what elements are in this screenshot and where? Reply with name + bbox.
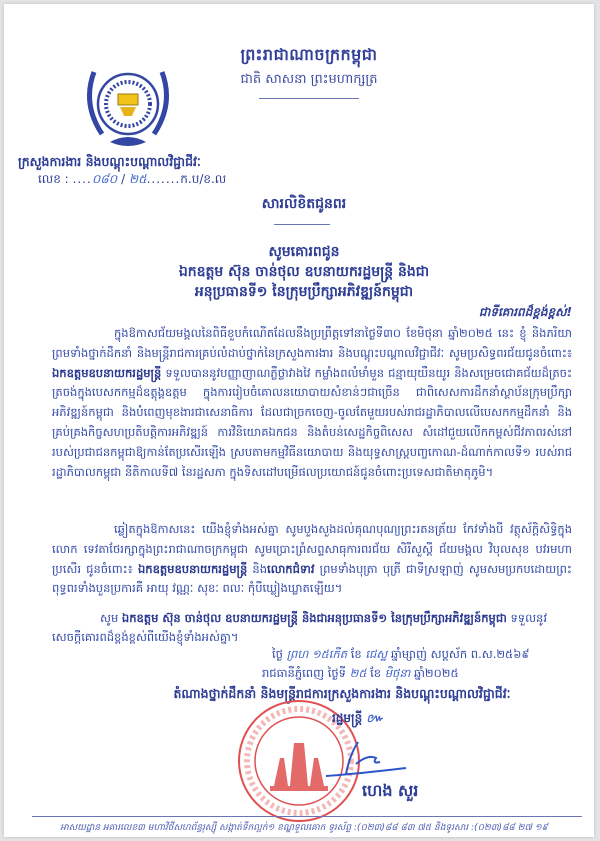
ref-year: ២៥ bbox=[128, 172, 147, 186]
p2-text-b: ព្រមទាំងបុត្រា បុត្រី ជាទីស្រឡាញ់ សូមសមប្រកបដោយព្រះពុទ្ធពរទាំងបួនប្រការគឺ អាយុ វណ្ណៈ សុខៈ ពលៈ កុំបីឃ្លៀងឃ្លាតឡើយ។ bbox=[52, 561, 572, 596]
footer-divider bbox=[32, 816, 582, 817]
lunar-year: ឆ្នាំម្សាញ់ សប្តស័ក ព.ស.២៥៦៩ bbox=[390, 647, 530, 661]
paragraph-1 bbox=[52, 324, 572, 482]
lunar-month-handwritten: ជេស្ឋ bbox=[365, 647, 388, 661]
paragraph-2 bbox=[52, 520, 572, 599]
salutation: សូមគោរពជូន bbox=[268, 244, 340, 260]
p1-text-b: ទទួលបាននូវបញ្ញាញាណភ្លឺថ្លាវាងវៃ កម្លាំងពលំមាំមួន ជន្មាយុយឺនយូរ និងសម្រេចជោគជ័យដ៏ត្រចះត្រចង់ក្នុងបេសកកម្មដ៏ឧត្តុង្គឧត្តម ក្នុងការរៀបចំគោលនយោបាយសំខាន់ៗជាច្រើន ជាពិសេសការដឹកនាំស្ថាប័នក្រុមប្រឹក្សាអភិវឌ្ឍន៍កម្ពុជា និងបំពេញមុខងារជាសេនាធិការ ដែលជាច្រកចេញ-ចូលតែមួយរបស់រាជរដ្ឋាភិបាលលើបេសកកម្មដឹកនាំ និងគ្រប់គ្រងកិច្ចសហប្រតិបត្តិការអភិវឌ្ឍន៍ ការវិនិយោគឯកជន និងតំបន់សេដ្ឋកិច្ចពិសេស សំដៅជួយលើកកម្ពស់ជីវភាពរស់នៅរបស់ប្រជាជនកម្ពុជាឱ្យកាន់តែប្រសើរឡើង ស្របតាមកម្មវិធីនយោបាយ និងយុទ្ធសាស្ត្របញ្ចកោណ-ដំណាក់កាលទី១ របស់រាជរដ្ឋាភិបាលកម្ពុជា នីតិកាលទី៧ នៃរដ្ឋសភា ក្នុងទិសដៅបម្រើផលប្រយោជន៍ជូនចំពោះប្រទេសជាតិមាតុភូមិ។ bbox=[52, 365, 572, 479]
signer-rank bbox=[332, 710, 383, 728]
reference-number: លេខ : ....០៨០ / ២៥.......ក.ប/ខ.ល bbox=[38, 172, 227, 186]
lunar-date bbox=[272, 647, 529, 664]
document-title: សារលិខិតជូនពរ bbox=[261, 196, 347, 212]
solar-year: ឆ្នាំ២០២៥ bbox=[413, 666, 459, 680]
p1-text-a: ក្នុងឱកាសជ័យមង្គលនៃពិធីខួបកំណើតដែលនឹងប្រព្រឹត្តទៅនាថ្ងៃទី៣០ ខែមិថុនា ឆ្នាំ២០២៥ នេះ ខ្ញុំ និងភរិយា ព្រមទាំងថ្នាក់ដឹកនាំ និងមន្ត្រីរាជការគ្រប់លំដាប់ថ្នាក់នៃក្រសួងការងារ និងបណ្តុះបណ្តាលវិជ្ជាជីវៈ សូមប្រសិទ្ធពរជ័យជូនចំពោះ៖ bbox=[52, 326, 572, 360]
national-motto: ជាតិ សាសនា ព្រះមហាក្សត្រ bbox=[240, 72, 378, 87]
kingdom-title: ព្រះរាជាណាចក្រកម្ពុជា bbox=[240, 45, 378, 64]
closing-bold: ឯកឧត្តម ស៊ុន ចាន់ថុល ឧបនាយករដ្ឋមន្ត្រី និងជាអនុប្រធានទី១ នៃក្រុមប្រឹក្សាអភិវឌ្ឍន៍កម្ពុជា bbox=[121, 611, 507, 625]
recipient-title: អនុប្រធានទី១ នៃក្រុមប្រឹក្សាអភិវឌ្ឍន៍កម្ពុជា bbox=[194, 284, 414, 300]
solar-month-label: ខែ bbox=[370, 666, 382, 680]
recipient-block bbox=[4, 242, 600, 302]
closing-prefix: សូម bbox=[100, 611, 122, 625]
signer-name: ហេង សួរ bbox=[362, 781, 419, 800]
lunar-month-label: ខែ bbox=[350, 647, 362, 661]
p2-text-a: ឆ្លៀតក្នុងឱកាសនេះ យើងខ្ញុំទាំងអស់គ្នា សូមបួងសួងដល់គុណបុណ្យព្រះរតនត្រ័យ កែវទាំងបី វត្ថុស័ក្តិសិទ្ធិក្នុងលោក ទេវតាថែរក្សាក្នុងព្រះរាជាណាចក្រកម្ពុជា សូមប្រោះព្រំសព្ទសាធុការពរជ័យ សិរីសួស្តី ជ័យមង្គល វិបុលសុខ បវរមហាប្រសើរ ជូនចំពោះ៖ bbox=[52, 522, 572, 576]
ref-number: ០៨០ bbox=[91, 172, 118, 186]
rank-label: រដ្ឋមន្ត្រី bbox=[332, 711, 363, 725]
solar-day-handwritten: ២៥ bbox=[349, 666, 367, 680]
p2-bold-2: លោកជំទាវ bbox=[267, 561, 315, 576]
p2-text-mid: និង bbox=[247, 561, 268, 576]
closing-paragraph bbox=[52, 609, 572, 647]
p1-bold: ឯកឧត្តមឧបនាយករដ្ឋមន្ត្រី bbox=[52, 365, 162, 380]
recipient-name: ឯកឧត្តម ស៊ុន ចាន់ថុល ឧបនាយករដ្ឋមន្ត្រី និងជា bbox=[178, 264, 430, 280]
ministry-name: ក្រសួងការងារ និងបណ្តុះបណ្តាលវិជ្ជាជីវៈ bbox=[18, 154, 201, 169]
ref-suffix: ក.ប/ខ.ល bbox=[180, 172, 227, 186]
closing-rest: ទទួលនូវសេចក្តីគោរពដ៏ខ្ពង់ខ្ពស់ពីយើងខ្ញុំទាំងអស់គ្នា។ bbox=[52, 611, 547, 644]
solar-prefix: រាជធានីភ្នំពេញ ថ្ងៃទី bbox=[262, 666, 346, 680]
lunar-day-handwritten: ព្រហ ១៥កើត bbox=[286, 647, 348, 661]
solar-date bbox=[262, 666, 459, 683]
title-divider bbox=[274, 224, 330, 225]
greeting: ជាទីគោរពដ៏ខ្ពង់ខ្ពស់! bbox=[478, 305, 572, 319]
footer-address: អាសយដ្ឋាន អគារលេខ៣ មហាវិថីសហព័ន្ធរុស្ស៊ី សង្កាត់ទឹកល្អក់១ ខណ្ឌទួលគោក ទូរស័ព្ទ :(០២៣)៨៨ ៨៣ ៧៥ និងទូរសារ :(០២៣)៨៨ ២៧ ១៩ bbox=[60, 823, 548, 833]
solar-month-handwritten: មិថុនា bbox=[384, 666, 411, 680]
p2-bold-1: ឯកឧត្តមឧបនាយករដ្ឋមន្ត្រី bbox=[137, 561, 248, 576]
ornament-divider bbox=[259, 98, 359, 99]
letter-page bbox=[4, 4, 594, 837]
kingdom-heading bbox=[199, 44, 419, 99]
signer-on-behalf: តំណាងថ្នាក់ដឹកនាំ និងមន្ត្រីរាជការក្រសួងការងារ និងបណ្តុះបណ្តាលវិជ្ជាជីវៈ bbox=[173, 686, 511, 701]
rank-handwritten-mark: ៚ bbox=[366, 711, 384, 725]
ministry-emblem-icon bbox=[80, 54, 176, 154]
ref-label: លេខ : bbox=[38, 172, 69, 186]
lunar-day-label: ថ្ងៃ bbox=[272, 647, 283, 661]
handwritten-signature-icon bbox=[316, 734, 416, 784]
